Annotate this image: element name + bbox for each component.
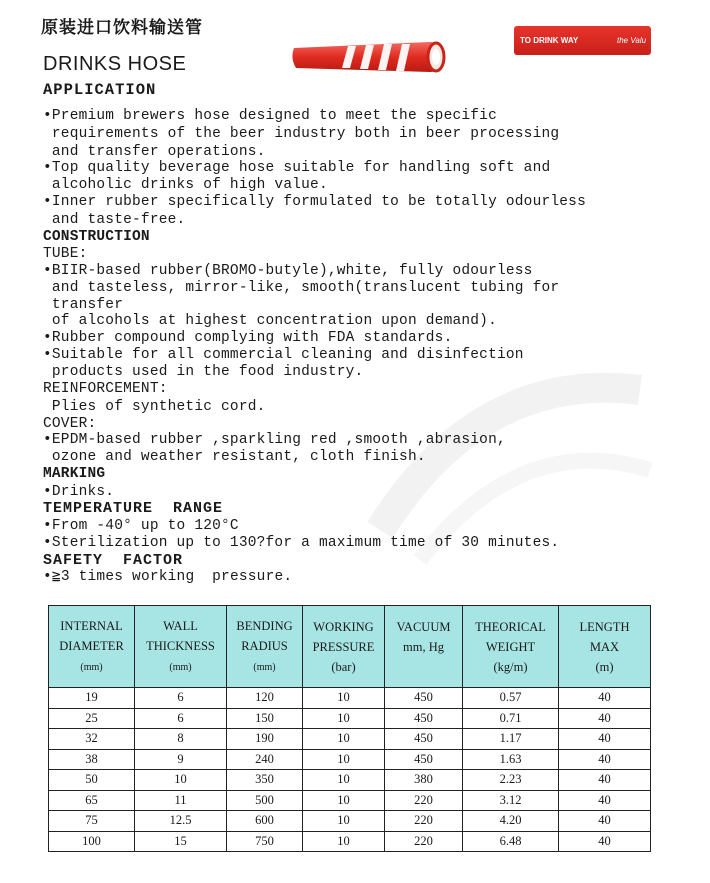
text-line: products used in the food industry. [43, 364, 364, 380]
text-line: •Sterilization up to 130?for a maximum time of 30 minutes. [43, 535, 560, 551]
hose-print-text-2: the Valu [617, 36, 647, 45]
col-header-internal-diameter: INTERNAL DIAMETER (mm) [49, 606, 135, 688]
text-line: •Inner rubber specifically formulated to be totally odourless [43, 194, 586, 210]
text-line: requirements of the beer industry both in beer processing [43, 126, 560, 142]
table-row: 32 8 190 10 450 1.17 40 [49, 729, 651, 750]
heading-application: APPLICATION [43, 81, 157, 99]
col-header-bending-radius: BENDING RADIUS (mm) [227, 606, 303, 688]
table-header-row [49, 606, 651, 688]
table-row: 100 15 750 10 220 6.48 40 [49, 831, 651, 852]
col-header-length-max: LENGTH MAX (m) [559, 606, 651, 688]
spec-table [48, 605, 651, 852]
text-line: Plies of synthetic cord. [43, 399, 266, 415]
text-line: ozone and weather resistant, cloth finish. [43, 449, 426, 465]
heading-safety-factor: SAFETY FACTOR [43, 552, 184, 569]
text-line: •Suitable for all commercial cleaning and disinfection [43, 347, 524, 363]
text-line: •Top quality beverage hose suitable for handling soft and [43, 160, 551, 176]
text-line: alcoholic drinks of high value. [43, 177, 328, 193]
text-line: •≧3 times working pressure. [43, 569, 293, 585]
text-line: of alcohols at highest concentration upon demand). [43, 313, 497, 329]
text-line: and taste-free. [43, 212, 186, 228]
text-line: •Drinks. [43, 484, 115, 500]
col-header-weight: THEORICAL WEIGHT (kg/m) [463, 606, 559, 688]
page-title: DRINKS HOSE [43, 53, 187, 75]
col-header-vacuum: VACUUM mm, Hg [385, 606, 463, 688]
table-row: 75 12.5 600 10 220 4.20 40 [49, 811, 651, 832]
table-row: 50 10 350 10 380 2.23 40 [49, 770, 651, 791]
table-row: 19 6 120 10 450 0.57 40 [49, 688, 651, 709]
chinese-title: 原装进口饮料输送管 [41, 18, 203, 38]
table-row: 25 6 150 10 450 0.71 40 [49, 708, 651, 729]
text-line: and transfer operations. [43, 144, 266, 160]
text-line: REINFORCEMENT: [43, 381, 168, 397]
table-row: 38 9 240 10 450 1.63 40 [49, 749, 651, 770]
text-line: •From -40° up to 120°C [43, 518, 239, 534]
heading-temperature-range: TEMPERATURE RANGE [43, 500, 224, 517]
hose-image-striped [290, 38, 450, 76]
text-line: •EPDM-based rubber ,sparkling red ,smooth ,abrasion, [43, 432, 506, 448]
text-line: and tasteless, mirror-like, smooth(translucent tubing for [43, 280, 560, 296]
hose-image-printed [514, 26, 651, 55]
heading-construction: CONSTRUCTION [43, 229, 150, 245]
text-line: COVER: [43, 416, 97, 432]
heading-marking: MARKING [43, 466, 106, 482]
col-header-working-pressure: WORKING PRESSURE (bar) [303, 606, 385, 688]
text-line: •Premium brewers hose designed to meet the specific [43, 108, 497, 124]
table-row: 65 11 500 10 220 3.12 40 [49, 790, 651, 811]
col-header-wall-thickness: WALL THICKNESS (mm) [135, 606, 227, 688]
text-line: •BIIR-based rubber(BROMO-butyle),white, fully odourless [43, 263, 533, 279]
text-line: •Rubber compound complying with FDA standards. [43, 330, 453, 346]
text-line: transfer [43, 297, 124, 313]
text-line: TUBE: [43, 246, 88, 262]
hose-print-text: TO DRINK WAY [520, 36, 579, 45]
